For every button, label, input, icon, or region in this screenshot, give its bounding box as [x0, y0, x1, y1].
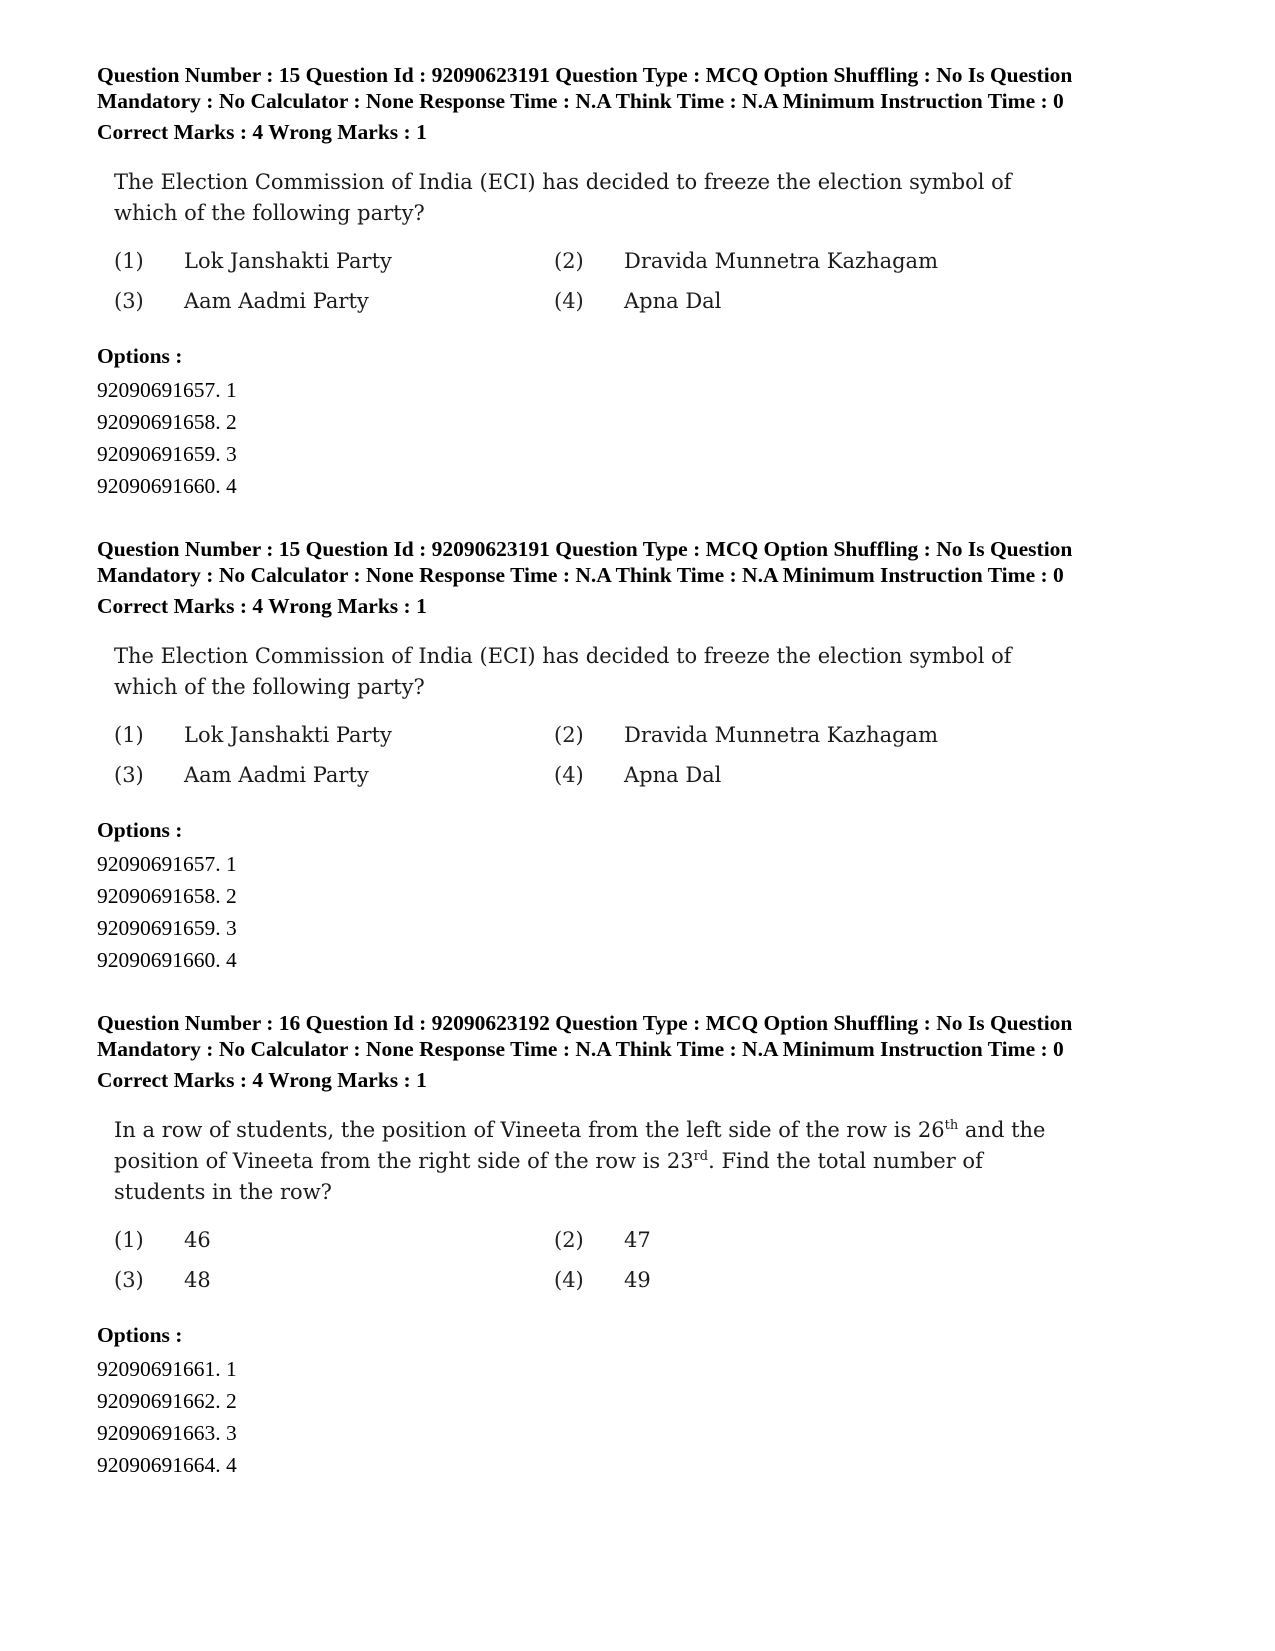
question-meta-line: Mandatory : No Calculator : None Response Time : N.A Think Time : N.A Minimum Instruction Time : 0 — [97, 1037, 1064, 1061]
options-heading: Options : — [97, 344, 183, 368]
choice-text: Dravida Munnetra Kazhagam — [624, 723, 938, 747]
choice-number: (2) — [554, 1228, 584, 1252]
choice-text: Lok Janshakti Party — [184, 723, 392, 747]
options-list — [97, 848, 1207, 976]
answer-choice — [554, 286, 994, 316]
option-id-item: 92090691660. 4 — [97, 474, 237, 498]
question-block — [97, 1010, 1207, 1481]
choice-number: (1) — [114, 1228, 144, 1252]
choice-text: 47 — [624, 1228, 651, 1252]
choice-text: Aam Aadmi Party — [184, 289, 369, 313]
options-heading: Options : — [97, 1323, 183, 1347]
question-image — [114, 167, 1207, 316]
choice-number: (2) — [554, 249, 584, 273]
choice-text: 48 — [184, 1268, 211, 1292]
option-id-item: 92090691660. 4 — [97, 948, 237, 972]
question-block — [97, 62, 1207, 502]
choice-number: (1) — [114, 249, 144, 273]
question-meta-line: Question Number : 16 Question Id : 92090623192 Question Type : MCQ Option Shuffling : No Is Question — [97, 1011, 1073, 1035]
choice-number: (3) — [114, 763, 144, 787]
answer-choice — [114, 720, 554, 750]
ordinal-suffix: rd — [693, 1149, 709, 1164]
question-image — [114, 641, 1207, 790]
option-id-item: 92090691661. 1 — [97, 1357, 237, 1381]
answer-choices — [114, 246, 1207, 316]
question-meta-line: Mandatory : No Calculator : None Response Time : N.A Think Time : N.A Minimum Instruction Time : 0 — [97, 563, 1064, 587]
choice-text: Apna Dal — [624, 763, 722, 787]
question-text — [114, 1115, 1074, 1208]
options-list — [97, 1353, 1207, 1481]
choice-text: Dravida Munnetra Kazhagam — [624, 249, 938, 273]
answer-choice — [114, 246, 554, 276]
choice-text: 46 — [184, 1228, 211, 1252]
options-heading: Options : — [97, 818, 183, 842]
choice-number: (4) — [554, 1268, 584, 1292]
options-list — [97, 374, 1207, 502]
option-id-item: 92090691657. 1 — [97, 378, 237, 402]
choice-number: (1) — [114, 723, 144, 747]
answer-choices — [114, 720, 1207, 790]
answer-choice — [554, 760, 994, 790]
answer-choices — [114, 1225, 1207, 1295]
choice-text: Apna Dal — [624, 289, 722, 313]
question-block — [97, 536, 1207, 976]
answer-choice — [114, 286, 554, 316]
choice-number: (2) — [554, 723, 584, 747]
option-id-item: 92090691659. 3 — [97, 916, 237, 940]
ordinal-suffix: th — [944, 1118, 959, 1133]
answer-choice — [554, 1265, 994, 1295]
question-text-part: . Find the total number of students in the row? — [114, 1149, 983, 1204]
answer-choice — [114, 760, 554, 790]
choice-number: (3) — [114, 289, 144, 313]
choice-text: Aam Aadmi Party — [184, 763, 369, 787]
choice-number: (3) — [114, 1268, 144, 1292]
answer-choice — [554, 246, 994, 276]
marks-line: Correct Marks : 4 Wrong Marks : 1 — [97, 120, 427, 144]
choice-number: (4) — [554, 289, 584, 313]
option-id-item: 92090691658. 2 — [97, 884, 237, 908]
question-meta-line: Question Number : 15 Question Id : 92090623191 Question Type : MCQ Option Shuffling : No Is Question — [97, 537, 1073, 561]
option-id-item: 92090691662. 2 — [97, 1389, 237, 1413]
question-image — [114, 1115, 1207, 1295]
question-text: The Election Commission of India (ECI) has decided to freeze the election symbol of which of the following party? — [114, 644, 1012, 699]
marks-line: Correct Marks : 4 Wrong Marks : 1 — [97, 1068, 427, 1092]
question-meta-line: Question Number : 15 Question Id : 92090623191 Question Type : MCQ Option Shuffling : No Is Question — [97, 63, 1073, 87]
answer-choice — [554, 720, 994, 750]
option-id-item: 92090691657. 1 — [97, 852, 237, 876]
option-id-item: 92090691664. 4 — [97, 1453, 237, 1477]
marks-line: Correct Marks : 4 Wrong Marks : 1 — [97, 594, 427, 618]
choice-number: (4) — [554, 763, 584, 787]
choice-text: Lok Janshakti Party — [184, 249, 392, 273]
answer-choice — [114, 1265, 554, 1295]
answer-choice — [554, 1225, 994, 1255]
option-id-item: 92090691658. 2 — [97, 410, 237, 434]
option-id-item: 92090691663. 3 — [97, 1421, 237, 1445]
option-id-item: 92090691659. 3 — [97, 442, 237, 466]
question-meta-line: Mandatory : No Calculator : None Response Time : N.A Think Time : N.A Minimum Instruction Time : 0 — [97, 89, 1064, 113]
question-text-part: In a row of students, the position of Vineeta from the left side of the row is 26 — [114, 1118, 945, 1142]
answer-choice — [114, 1225, 554, 1255]
choice-text: 49 — [624, 1268, 651, 1292]
question-text: The Election Commission of India (ECI) has decided to freeze the election symbol of which of the following party? — [114, 170, 1012, 225]
question-text-part: and the position of Vineeta from the right side of the row is 23 — [114, 1118, 1046, 1173]
